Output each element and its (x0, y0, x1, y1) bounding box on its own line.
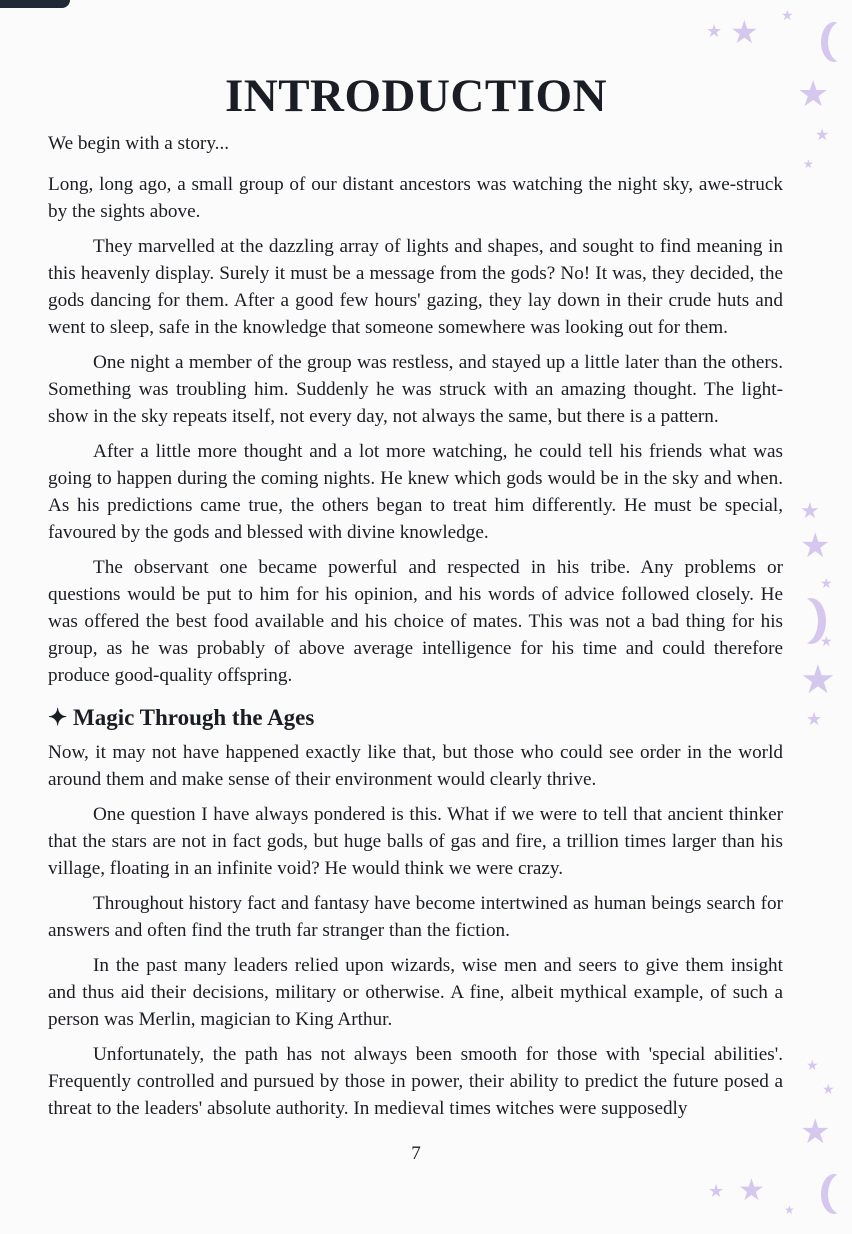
moon-icon (828, 1174, 852, 1214)
section-heading: ✦ Magic Through the Ages (48, 705, 315, 730)
paragraph-5: The observant one became powerful and respected in his tribe. Any problems or questions would be put to him for his opinion, and his words of advice followed closely. He was offered the best food available and his choice of mates. This was not a bad thing for his group, as he was probably of above average intelligence for his time and could therefore produce good-quality offspring. (48, 557, 783, 686)
star-icon: ★ (803, 157, 814, 171)
section-paragraph-4: In the past many leaders relied upon wizards, wise men and seers to give them insight and thus aid their decisions, military or otherwise. A fine, albeit mythical example, of such a person was Merlin, magician to King Arthur. (48, 955, 783, 1030)
sparkle-icon: ✦ (48, 705, 74, 730)
section-paragraph-5: Unfortunately, the path has not always been smooth for those with 'special abilities'. Frequently controlled and pursued by those in power, their ability to predict the future posed a threat to the leaders' absolute authority. In medieval times witches were supposedly (48, 1044, 783, 1119)
star-icon: ★ (738, 1174, 765, 1207)
section-paragraph-3: Throughout history fact and fantasy have become intertwined as human beings search for answers and often find the truth far stranger than the fiction. (48, 893, 783, 941)
star-icon: ★ (800, 657, 836, 702)
star-icon: ★ (800, 1114, 831, 1151)
paragraph-3: One night a member of the group was restless, and stayed up a little later than the others. Something was troubling him. Suddenly he was struck with an amazing thought. The light-show in the sky repeats itself, not every day, not always the same, but there is a pattern. (48, 352, 783, 427)
paragraph-4: After a little more thought and a lot more watching, he could tell his friends what was going to happen during the coming nights. He knew which gods would be in the sky and when. As his predictions came true, the others began to treat him differently. He must be special, favoured by the gods and blessed with divine knowledge. (48, 441, 783, 543)
star-icon: ★ (706, 21, 723, 41)
page-title: INTRODUCTION (224, 70, 608, 122)
star-icon: ★ (730, 14, 759, 50)
section-paragraph-2: One question I have always pondered is this. What if we were to tell that ancient thinker that the stars are not in fact gods, but huge balls of gas and fire, a trillion times larger than his village, floating in an infinite void? He would think we were crazy. (48, 804, 783, 879)
star-icon: ★ (806, 709, 823, 729)
star-icon: ★ (800, 528, 831, 565)
star-icon: ★ (708, 1181, 725, 1201)
star-icon: ★ (822, 1083, 835, 1098)
star-icon: ★ (820, 635, 833, 650)
moon-icon (788, 598, 818, 644)
star-icon: ★ (797, 74, 830, 114)
moon-icon (828, 22, 852, 62)
paragraph-2: They marvelled at the dazzling array of lights and shapes, and sought to find meaning in this heavenly display. Surely it must be a message from the gods? No! It was, they decided, the gods dancing for them. After a good few hours' gazing, they lay down in their crude huts and went to sleep, safe in the knowledge that someone somewhere was looking out for them. (48, 236, 783, 338)
star-icon: ★ (800, 498, 820, 523)
star-icon: ★ (784, 1203, 795, 1217)
star-icon: ★ (806, 1059, 819, 1074)
page-number: 7 (411, 1143, 421, 1164)
paragraph-1: Long, long ago, a small group of our distant ancestors was watching the night sky, awe-struck by the sights above. (48, 174, 783, 222)
section-paragraph-1: Now, it may not have happened exactly like that, but those who could see order in the world around them and make sense of their environment would clearly thrive. (48, 742, 783, 790)
lead-text: We begin with a story... (48, 133, 230, 154)
star-icon: ★ (820, 577, 833, 592)
star-icon: ★ (815, 127, 830, 144)
star-icon: ★ (781, 9, 794, 24)
